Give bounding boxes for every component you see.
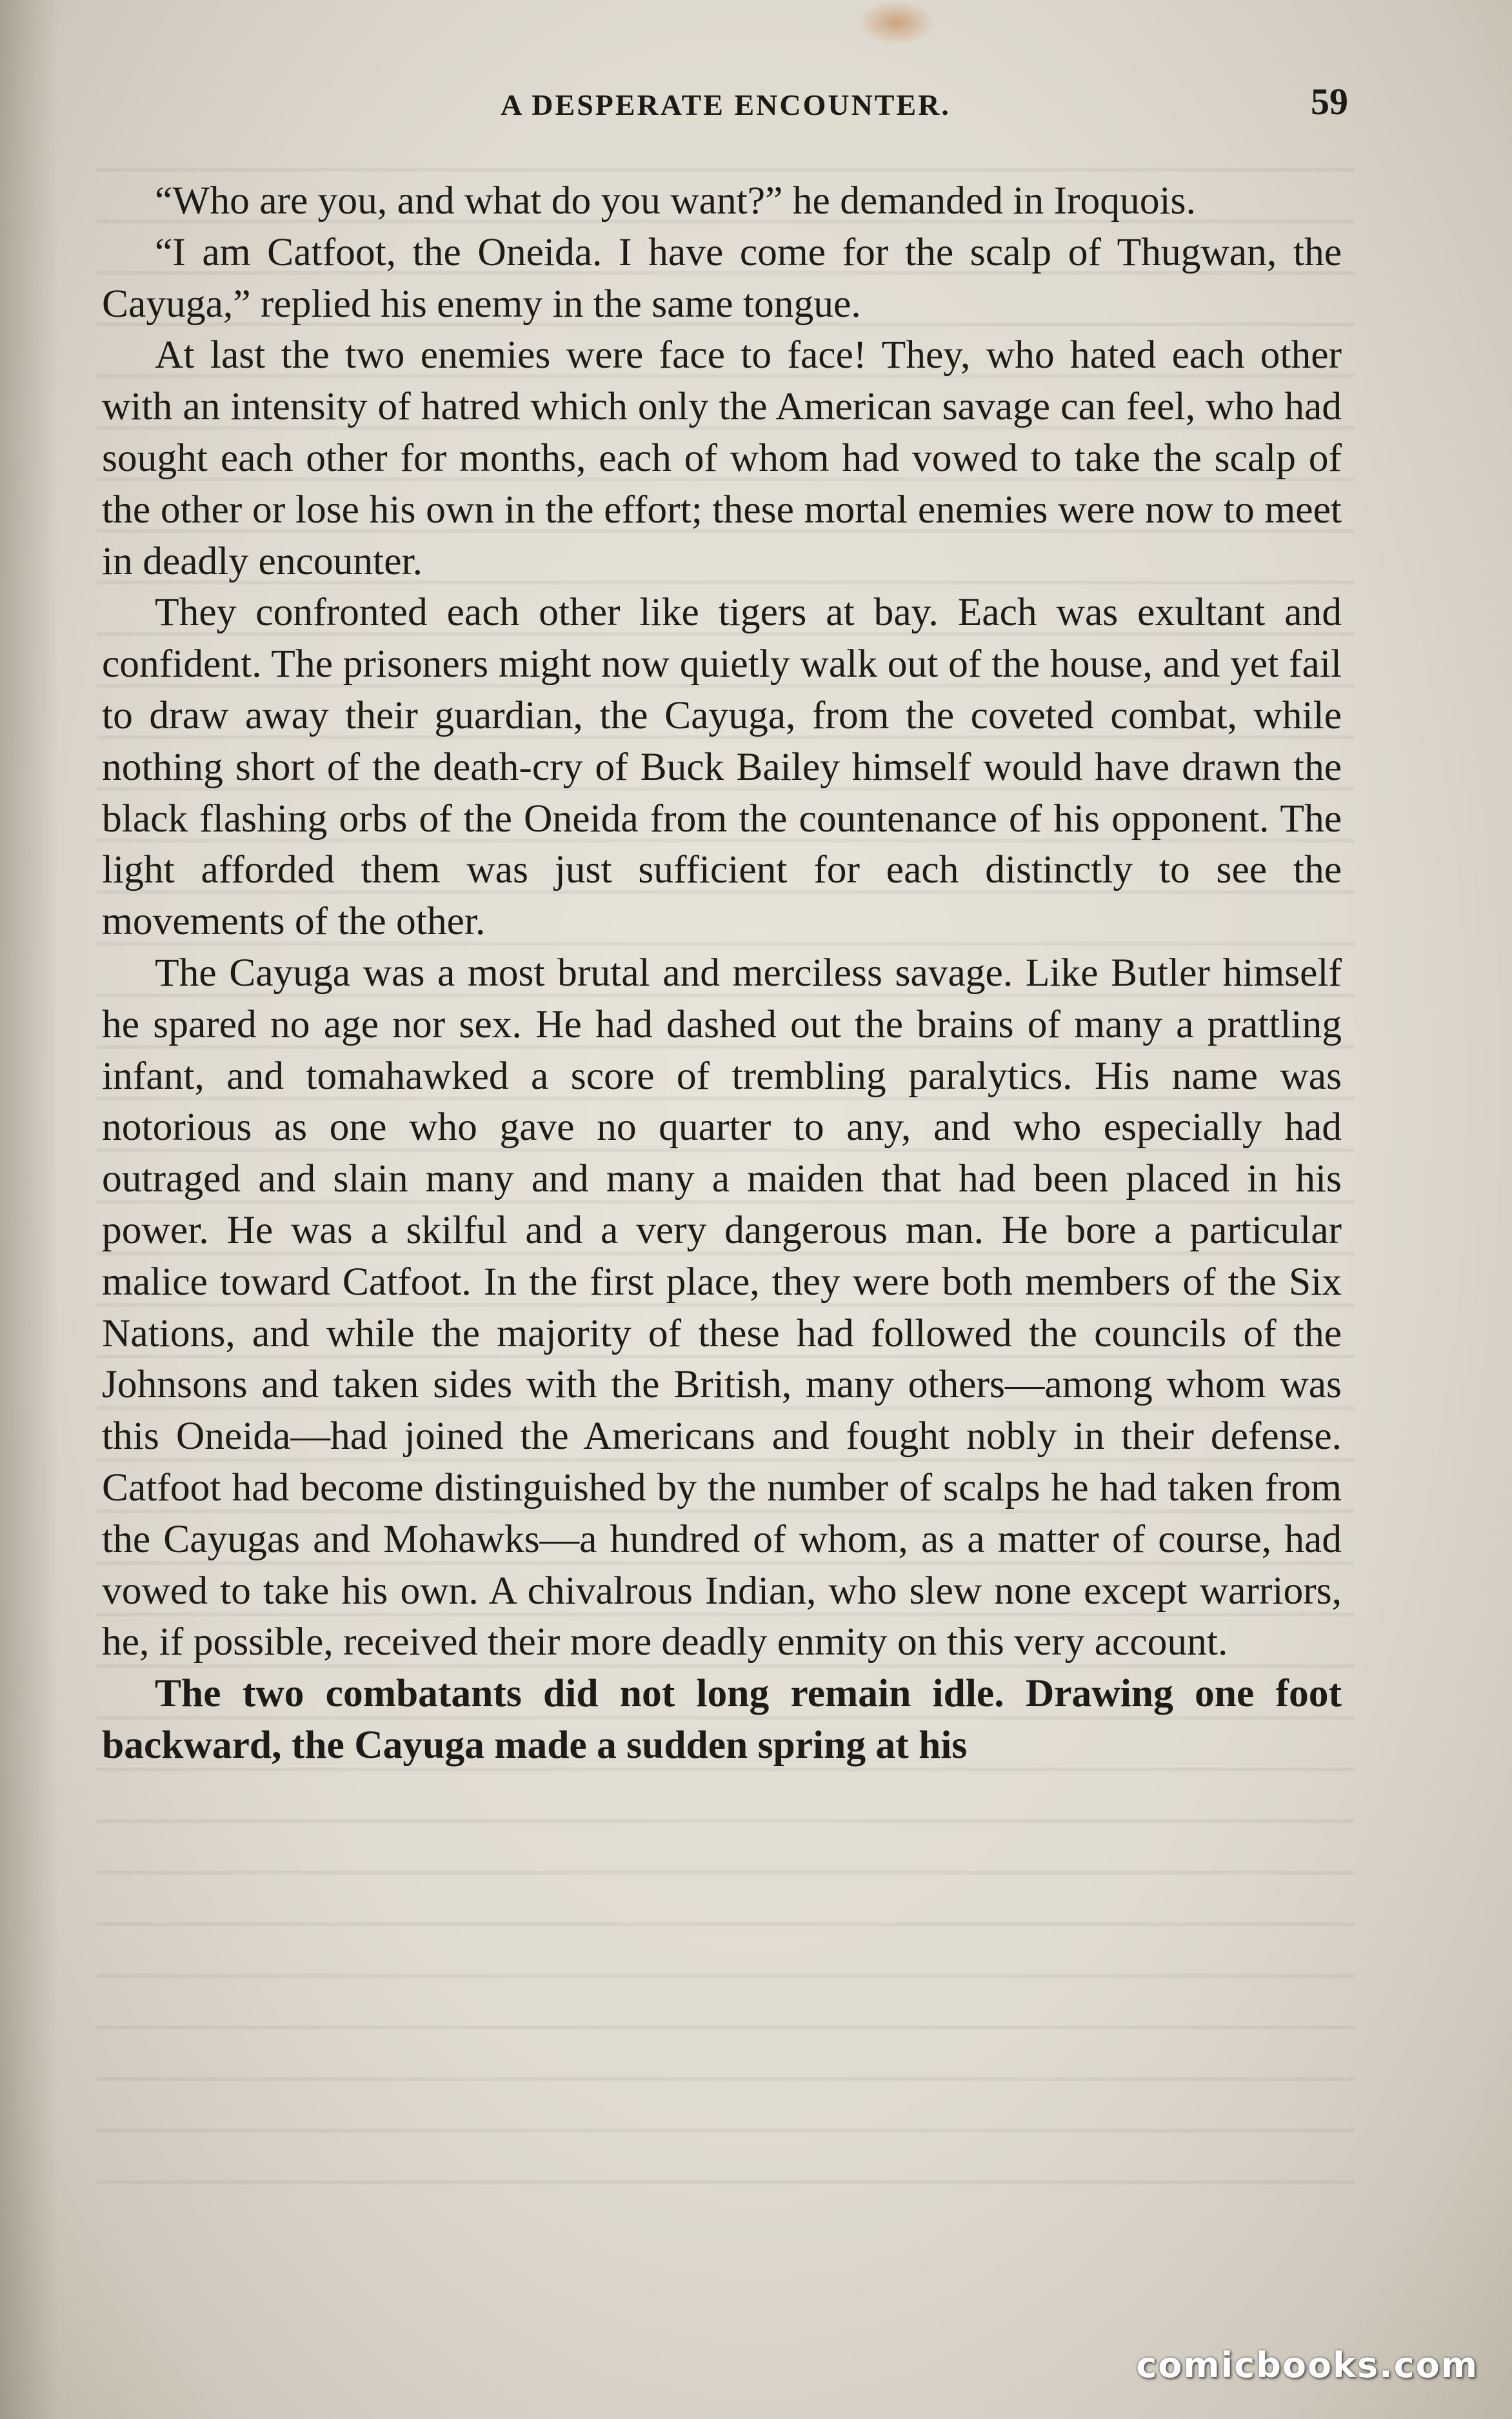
running-title: A DESPERATE ENCOUNTER.	[501, 88, 951, 121]
page-edge-shadow	[0, 0, 58, 2419]
paragraph: The two combatants did not long remain idle. Drawing one foot backward, the Cayuga made a sudden spring at his	[102, 1671, 1342, 1767]
paragraph: They confronted each other like tigers at bay. Each was exultant and confident. The prisoners might now quietly walk out of the house, and yet fail to draw away their guardian, the Cayuga, from the coveted combat, while nothing short of the death-cry of Buck Bailey himself would have drawn the black flashing orbs of the Oneida from the countenance of his opponent. The light afforded them was just sufficient for each distinctly to see the movements of the other.	[102, 590, 1342, 944]
paragraph: At last the two enemies were face to face! They, who hated each other with an intensity of hatred which only the American savage can feel, who had sought each other for months, each of whom had vowed to take the scalp of the other or lose his own in the effort; these mortal enemies were now to meet in deadly encounter.	[102, 333, 1342, 583]
paragraph: The Cayuga was a most brutal and merciless savage. Like Butler himself he spared no age nor sex. He had dashed out the brains of many a prattling infant, and tomahawked a score of trembling paralytics. His name was notorious as one who gave no quarter to any, and who especially had outraged and slain many and many a maiden that had been placed in his power. He was a skilful and a very dangerous man. He bore a particular malice toward Catfoot. In the first place, they were both members of the Six Nations, and while the majority of these had followed the councils of the Johnsons and taken sides with the British, many others—among whom was this Oneida—had joined the Americans and fought nobly in their defense. Catfoot had become distinguished by the number of scalps he had taken from the Cayugas and Mohawks—a hundred of whom, as a matter of course, had vowed to take his own. A chivalrous Indian, who slew none except warriors, he, if possible, received their more deadly enmity on this very account.	[102, 950, 1342, 1664]
watermark: comicbooks.com	[1136, 2345, 1478, 2385]
body-text	[102, 175, 1342, 1771]
page-header	[103, 81, 1348, 129]
page-number: 59	[1311, 81, 1348, 123]
paper-stain	[858, 0, 935, 45]
paragraph: “Who are you, and what do you want?” he demanded in Iroquois.	[155, 179, 1196, 223]
paragraph: “I am Catfoot, the Oneida. I have come for the scalp of Thugwan, the Cayuga,” replied his enemy in the same tongue.	[102, 230, 1342, 326]
